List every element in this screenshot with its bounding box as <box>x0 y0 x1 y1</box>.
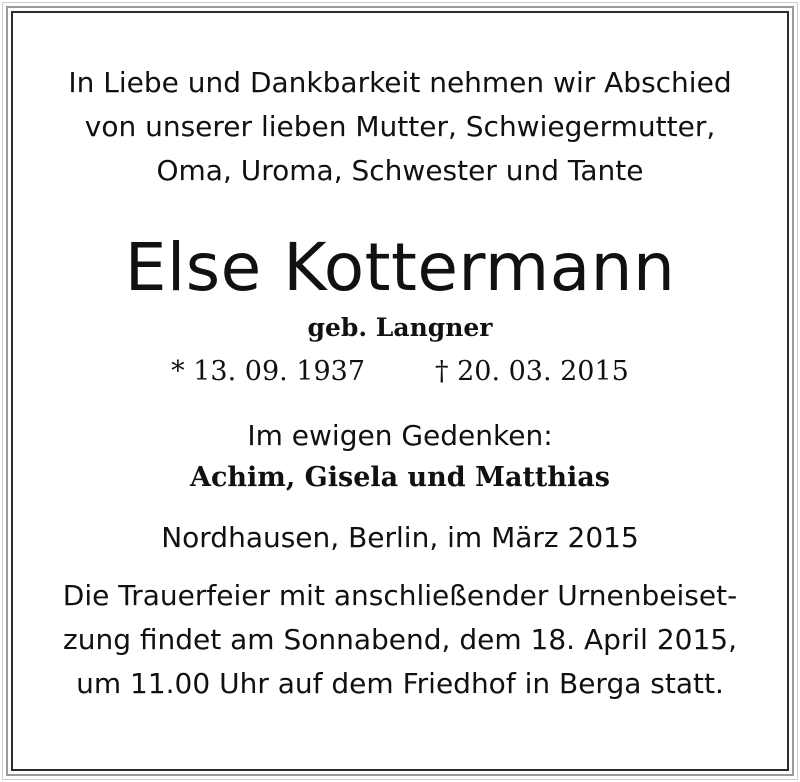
funeral-line-3: um 11.00 Uhr auf dem Friedhof in Berga statt. <box>76 667 724 700</box>
intro-line-3: Oma, Uroma, Schwester und Tante <box>156 154 644 187</box>
funeral-details <box>17 574 783 706</box>
life-dates <box>17 354 783 390</box>
place-and-date: Nordhausen, Berlin, im März 2015 <box>161 521 639 554</box>
obituary-frame <box>2 2 798 780</box>
intro-line-2: von unserer lieben Mutter, Schwiegermutter, <box>84 110 716 143</box>
mourners-names: Achim, Gisela und Matthias <box>190 462 610 493</box>
birth-date: * 13. 09. 1937 <box>171 356 365 387</box>
obituary-content <box>17 61 783 706</box>
death-date: † 20. 03. 2015 <box>435 356 629 387</box>
memorial-heading: Im ewigen Gedenken: <box>247 419 553 452</box>
funeral-line-2: zung findet am Sonnabend, dem 18. April 2015, <box>63 623 737 656</box>
intro-text <box>17 61 783 193</box>
intro-line-1: In Liebe und Dankbarkeit nehmen wir Abschied <box>68 66 732 99</box>
maiden-name: geb. Langner <box>307 313 493 342</box>
funeral-line-1: Die Trauerfeier mit anschließender Urnenbeiset- <box>62 579 738 612</box>
deceased-name: Else Kottermann <box>124 229 676 306</box>
